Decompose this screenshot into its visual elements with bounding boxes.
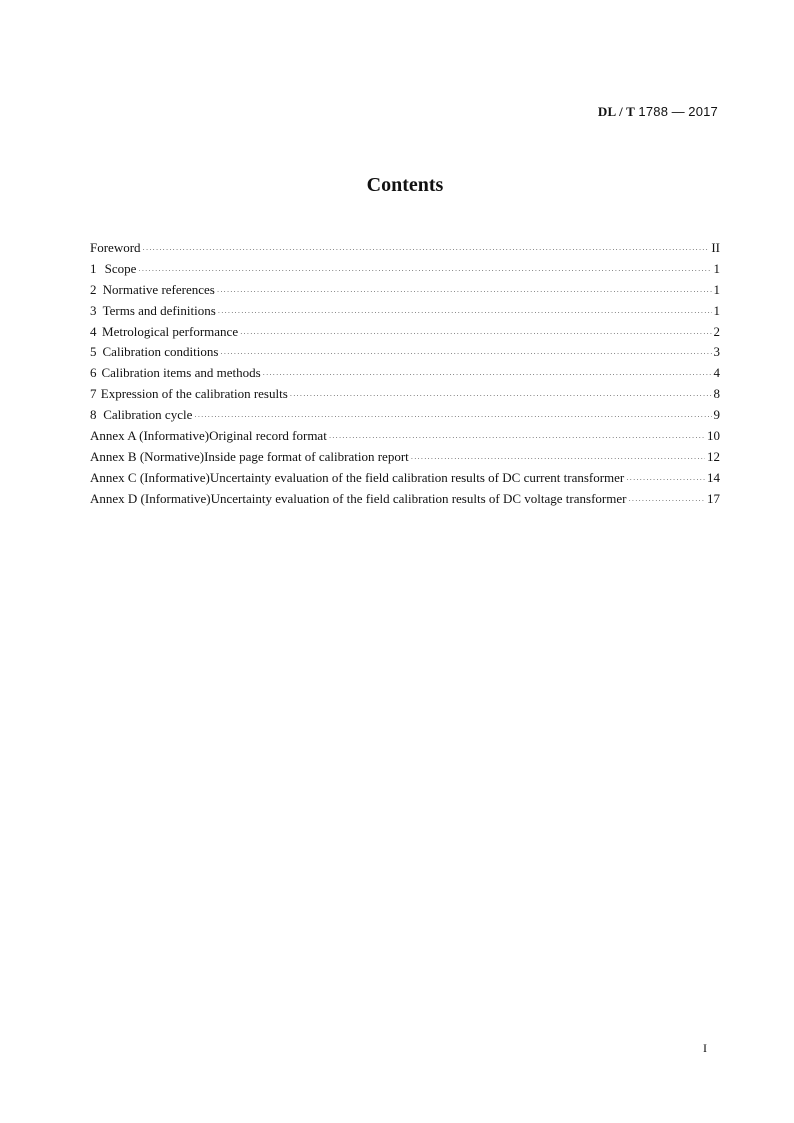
toc-entry-label: Calibration cycle: [103, 407, 193, 423]
dot-leader: [218, 303, 712, 324]
dot-leader: [263, 365, 712, 386]
toc-entry-annex[interactable]: [90, 468, 720, 489]
toc-entry-page: 10: [707, 428, 720, 444]
dot-leader: [217, 282, 712, 303]
toc-entry-annex[interactable]: [90, 447, 720, 468]
toc-entry-page: 2: [713, 323, 720, 339]
table-of-contents: [90, 238, 720, 510]
toc-entry-number: 7: [90, 386, 97, 402]
toc-entry-label: Original record format: [209, 428, 327, 444]
toc-entry-page: 12: [707, 448, 720, 464]
toc-entry-annex[interactable]: [90, 426, 720, 447]
toc-entry-page: 3: [713, 344, 720, 360]
toc-entry-number: 2: [90, 281, 97, 297]
toc-entry-chapter[interactable]: [90, 259, 720, 280]
toc-entry-label: Scope: [104, 260, 137, 276]
toc-entry-annex[interactable]: [90, 489, 720, 510]
toc-entry-page: 8: [713, 386, 720, 402]
dot-leader: [240, 324, 711, 345]
toc-annex-designation: Annex D (Informative): [90, 490, 211, 506]
toc-entry-label: Metrological performance: [102, 323, 239, 339]
dot-leader: [138, 261, 711, 282]
toc-entry-chapter[interactable]: [90, 322, 720, 343]
toc-entry-page: 4: [713, 365, 720, 381]
toc-entry-page: 14: [707, 469, 720, 485]
toc-entry-page: 17: [707, 490, 720, 506]
toc-entry-label: Normative references: [102, 281, 215, 297]
dot-leader: [329, 428, 705, 449]
dot-leader: [143, 240, 710, 261]
toc-entry-label: Expression of the calibration results: [100, 386, 288, 402]
standard-code: DL / T: [597, 104, 635, 119]
toc-entry-number: 1: [90, 260, 97, 276]
toc-entry-page: 1: [713, 260, 720, 276]
dot-leader: [628, 491, 705, 512]
dot-leader: [220, 344, 711, 365]
standard-year: 2017: [688, 104, 718, 119]
toc-entry-chapter[interactable]: [90, 280, 720, 301]
toc-annex-designation: Annex A (Informative): [90, 428, 210, 444]
dot-leader: [626, 470, 705, 491]
toc-entry-foreword[interactable]: [90, 238, 720, 259]
toc-entry-chapter[interactable]: [90, 342, 720, 363]
toc-entry-page: 1: [713, 302, 720, 318]
toc-entry-chapter[interactable]: [90, 301, 720, 322]
toc-entry-page: 1: [713, 281, 720, 297]
toc-entry-label: Inside page format of calibration report: [204, 448, 409, 464]
toc-entry-page: 9: [713, 407, 720, 423]
standard-number: 1788: [638, 104, 669, 119]
page-title: Contents: [366, 174, 444, 196]
toc-entry-chapter[interactable]: [90, 363, 720, 384]
toc-entry-chapter[interactable]: [90, 405, 720, 426]
toc-entry-page: II: [711, 240, 720, 255]
dot-leader: [194, 407, 711, 428]
document-code-header: [598, 104, 718, 120]
toc-annex-designation: Annex B (Normative): [90, 448, 205, 464]
toc-entry-label: Calibration conditions: [102, 344, 219, 360]
toc-annex-designation: Annex C (Informative): [90, 469, 210, 485]
toc-entry-label: Calibration items and methods: [101, 365, 261, 381]
toc-entry-number: 8: [90, 407, 97, 423]
toc-entry-number: 6: [90, 365, 97, 381]
toc-entry-label: Foreword: [90, 240, 141, 255]
toc-entry-label: Uncertainty evaluation of the field calibration results of DC voltage transformer: [210, 490, 627, 506]
toc-entry-chapter[interactable]: [90, 384, 720, 405]
dot-leader: [290, 386, 712, 407]
header-dash: —: [671, 104, 685, 119]
page-number: I: [703, 1041, 707, 1055]
toc-entry-label: Terms and definitions: [102, 302, 216, 318]
toc-entry-number: 4: [90, 323, 97, 339]
toc-entry-number: 3: [90, 302, 97, 318]
toc-entry-label: Uncertainty evaluation of the field calibration results of DC current transformer: [209, 469, 625, 485]
dot-leader: [411, 449, 705, 470]
toc-entry-number: 5: [90, 344, 97, 360]
